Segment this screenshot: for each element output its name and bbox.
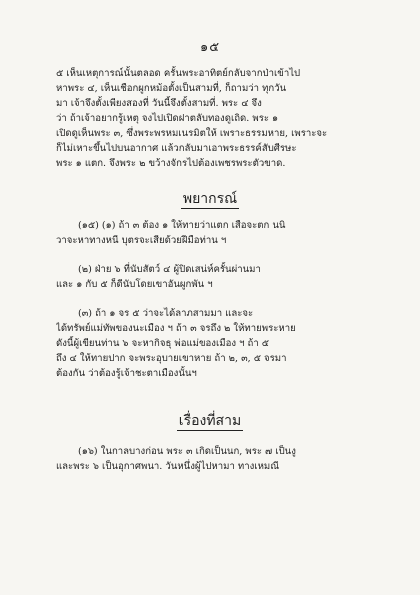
section-heading-prediction [0,188,420,210]
paragraph-1 [56,66,374,171]
text-line: ดังนี้ผู้เขียนท่าน ๖ จะหากิจธุ พ่อแม่ของเมือง ฯ ถ้า ๕ [56,338,270,349]
text-line: (๓) ถ้า ๑ จร ๕ ว่าจะได้ลาภสามมา และจะ [78,308,254,319]
text-line: ถึง ๔ ให้ทายปาก จะพระอุบายเขาหาย ถ้า ๒, ๓, ๕ จรมา [56,353,287,364]
text-line: และพระ ๖ เป็นอุกาศพนา. วันหนึ่งผู้ไปหามา ทางเหมณี [56,461,280,472]
text-line: ก็ไม่เหาะขึ้นไปบนอากาศ แล้วกลับมาเอาพระธรรค์สับศีรษะ [56,143,297,154]
paragraph-4 [56,306,374,381]
section-heading-story-three [0,410,420,432]
paragraph-2 [56,218,374,248]
text-line: วาจะหาทางหนี บุตรจะเสียด้วยฝีมือท่าน ฯ [56,235,227,246]
heading-text: เรื่องที่สาม [178,413,242,429]
text-line: ได้ทรัพย์แม่ทัพของนะเมือง ฯ ถ้า ๓ จรถึง ๒ ให้ทายพระหาย [56,323,296,334]
text-line: ว่า ถ้าเจ้าอยากรู้เหตุ จงไปเปิดฝาตลับทองดูเถิด. พระ ๑ [56,113,279,124]
text-line: เปิดดูเห็นพระ ๓, ซึ่งพระพรหมเนรมิตให้ เพราะธรรมหาย, เพราะจะ [56,128,328,139]
text-line: (๒) ฝ่าย ๖ ที่นับสัตว์ ๔ ผู้ปิดเสน่ห์ครั้นผ่านมา [78,264,261,275]
text-line: และ ๑ กับ ๕ ก็ดีนับโดยเขาอันผูกพัน ฯ [56,279,213,290]
text-line: ๕ เห็นเหตุการณ์นั้นตลอด ครั้นพระอาทิตย์กลับจากป่าเข้าไป [56,68,301,79]
text-line: ต้องกัน ว่าต้องรู้เจ้าชะตาเมืองนั้นฯ [56,368,197,379]
paragraph-3 [56,262,374,292]
heading-text: พยากรณ์ [182,191,238,207]
text-line: มา เจ้าจึงตั้งเพียงสองที่ วันนี้จึงตั้งสามที่. พระ ๔ จึง [56,98,262,109]
text-line: หาพระ ๔, เห็นเชือกผูกหม้อตั้งเป็นสามที่, ก็ถามว่า ทุกวัน [56,83,287,94]
text-line: (๑๖) ในกาลบางก่อน พระ ๓ เกิดเป็นนก, พระ ๗ เป็นงู [78,446,296,457]
paragraph-5 [56,444,374,474]
page-number: ๑๕ [199,40,221,55]
text-line: (๑๕) (๑) ถ้า ๓ ต้อง ๑ ให้ทายว่าแตก เสือจะตก นนิ [78,220,286,231]
text-line: พระ ๑ แตก. จึงพระ ๒ ขว้างจักรไปต้องเพชรพระตัวขาด. [56,158,286,169]
